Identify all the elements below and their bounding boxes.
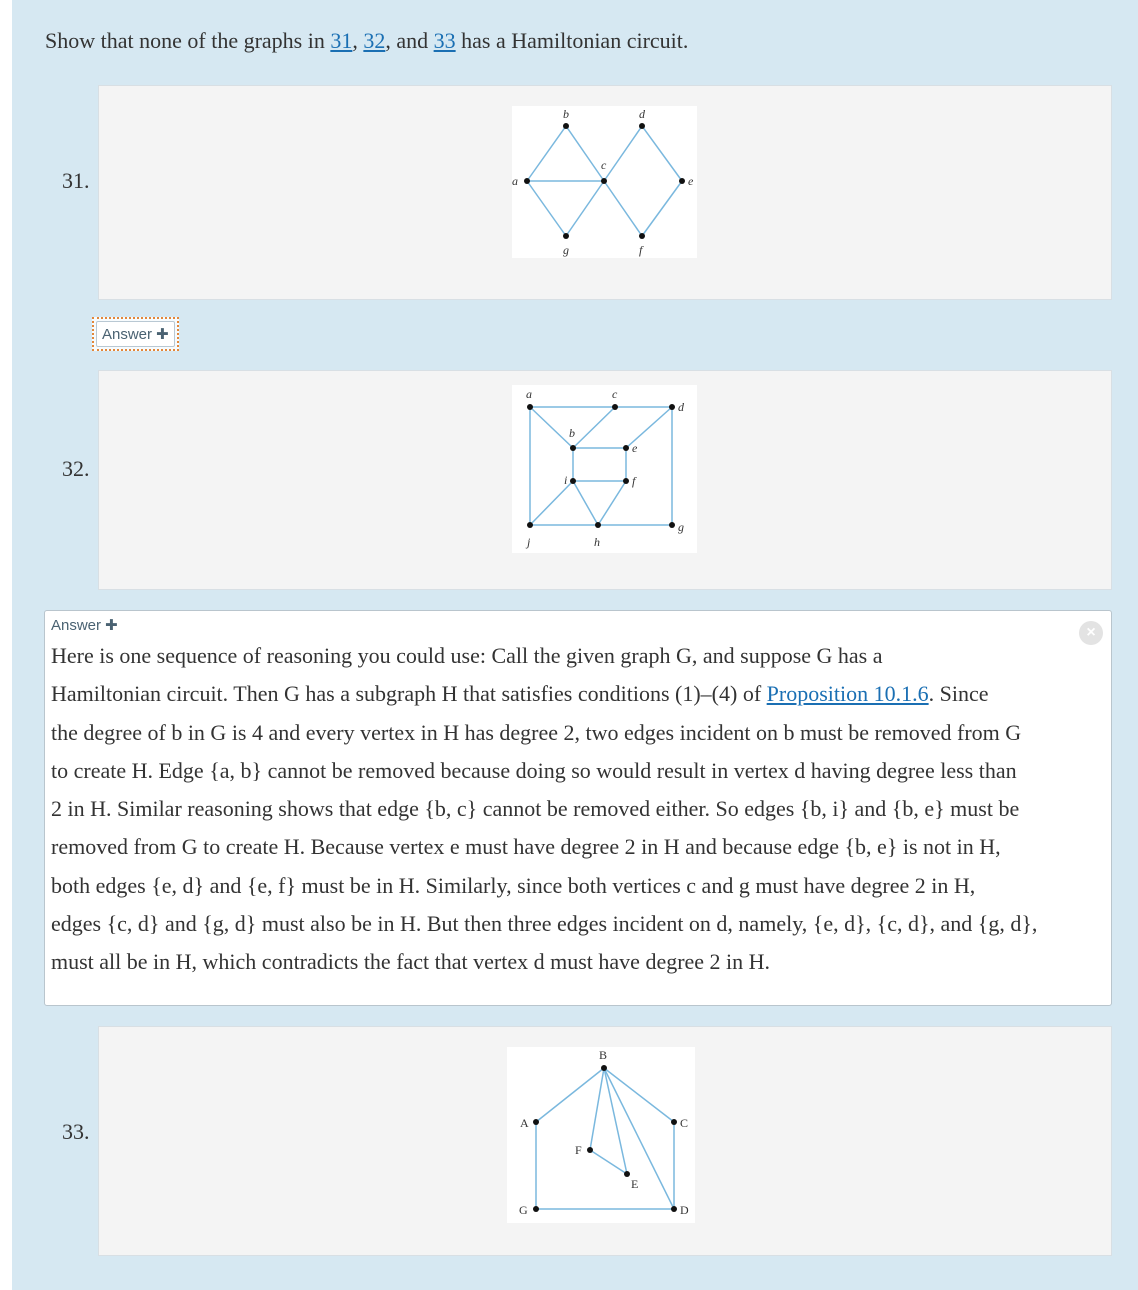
vertex-G <box>533 1206 539 1212</box>
label-G: G <box>519 1203 528 1217</box>
edge-A-B <box>536 1068 604 1122</box>
label-D: D <box>680 1203 689 1217</box>
graph-33-svg <box>507 1047 695 1223</box>
label-j: j <box>527 535 531 549</box>
label-C: C <box>680 1116 689 1130</box>
answer-line: Here is one sequence of reasoning you could use: Call the given graph G, and suppose G has a <box>51 643 883 668</box>
vertex-e <box>679 178 685 184</box>
label-B: B <box>599 1048 608 1062</box>
intro-sep: , <box>352 28 364 53</box>
vertex-D <box>671 1206 677 1212</box>
label-i: i <box>564 473 568 487</box>
vertex-b <box>563 123 569 129</box>
answer-line: the degree of b in G is 4 and every vertex in H has degree 2, two edges incident on b must be removed from G <box>51 719 1022 745</box>
vertex-h <box>595 522 601 528</box>
edge-c-f <box>604 181 642 236</box>
label-a: a <box>526 387 532 401</box>
vertex-d <box>639 123 645 129</box>
answer-line: edges {c, d} and {g, d} must also be in H. But then three edges incident on d, namely, {e, d}, {c, d}, and {g, d}, <box>51 911 1038 937</box>
label-h: h <box>594 535 600 549</box>
intro-sep: , and <box>385 28 434 53</box>
label-b: b <box>569 426 575 440</box>
edge-f-e <box>642 181 682 236</box>
answer-line <box>51 675 1103 713</box>
edge-a-g <box>527 181 566 236</box>
answer-panel <box>44 610 1112 1006</box>
figure-box-31 <box>98 85 1112 300</box>
label-d: d <box>678 400 684 414</box>
answer-toggle-31[interactable] <box>92 317 179 351</box>
edge-d-e <box>642 126 682 181</box>
edge-a-b <box>530 407 573 448</box>
answer-line-text: Hamiltonian circuit. Then G has a subgraph H that satisfies conditions (1)–(4) of <box>51 681 762 707</box>
label-f: f <box>632 474 636 488</box>
vertex-j <box>527 522 533 528</box>
link-32[interactable]: 32 <box>363 28 386 53</box>
edge-c-b <box>573 407 615 448</box>
vertex-a <box>527 404 533 410</box>
answer-button-label[interactable]: Answer ✚ <box>96 321 175 347</box>
answer-text <box>51 637 1103 982</box>
vertex-B <box>601 1065 607 1071</box>
graph-32 <box>512 385 697 553</box>
edge-i-j <box>530 481 573 525</box>
label-g: g <box>678 520 684 534</box>
edge-i-h <box>573 481 598 525</box>
figure-box-33 <box>98 1026 1112 1256</box>
vertex-c <box>601 178 607 184</box>
vertex-g <box>563 233 569 239</box>
vertex-d <box>669 404 675 410</box>
answer-line-text: . Since <box>928 681 989 707</box>
graph-31 <box>512 106 697 258</box>
intro-text: Show that none of the graphs in <box>45 28 331 53</box>
edge-c-d <box>604 126 642 181</box>
label-g: g <box>563 243 569 257</box>
vertex-g <box>669 522 675 528</box>
answer-line: both edges {e, d} and {e, f} must be in H. Similarly, since both vertices c and g must have degree 2 in H, <box>51 872 976 898</box>
label-f: f <box>639 243 643 257</box>
answer-line: removed from G to create H. Because vertex e must have degree 2 in H and because edge {b, e} is not in H, <box>51 834 1001 860</box>
label-F: F <box>575 1143 582 1157</box>
label-a: a <box>512 174 518 188</box>
proposition-link[interactable]: Proposition 10.1.6 <box>766 681 929 707</box>
problem-number-32: 32. <box>62 456 90 481</box>
edge-f-h <box>598 481 626 525</box>
label-b: b <box>563 107 569 121</box>
link-33[interactable]: 33 <box>433 28 456 53</box>
problem-number-33: 33. <box>62 1119 90 1144</box>
edge-b-c <box>566 126 604 181</box>
edge-F-E <box>590 1150 627 1174</box>
intro-text: has a Hamiltonian circuit. <box>455 28 689 53</box>
problem-statement <box>45 28 688 54</box>
answer-line: to create H. Edge {a, b} cannot be removed because doing so would result in vertex d having degree less than <box>51 757 1017 783</box>
edge-a-b <box>527 126 566 181</box>
vertex-b <box>570 445 576 451</box>
edge-B-F <box>590 1068 604 1150</box>
vertex-f <box>623 478 629 484</box>
label-d: d <box>639 107 645 121</box>
problem-number-31: 31. <box>62 168 90 193</box>
close-icon[interactable]: × <box>1079 621 1103 645</box>
vertex-A <box>533 1119 539 1125</box>
vertex-E <box>624 1171 630 1177</box>
figure-box-32 <box>98 370 1112 590</box>
vertex-F <box>587 1147 593 1153</box>
vertex-C <box>671 1119 677 1125</box>
graph-31-svg <box>512 106 697 258</box>
answer-line: must all be in H, which contradicts the fact that vertex d must have degree 2 in H. <box>51 949 771 975</box>
graph-32-svg <box>512 385 697 553</box>
vertex-f <box>639 233 645 239</box>
label-e: e <box>688 174 694 188</box>
label-c: c <box>601 158 607 172</box>
label-e: e <box>632 441 638 455</box>
graph-33 <box>507 1047 695 1223</box>
vertex-c <box>612 404 618 410</box>
vertex-e <box>623 445 629 451</box>
edge-B-D <box>604 1068 674 1209</box>
answer-label[interactable]: Answer ✚ <box>51 617 118 634</box>
vertex-a <box>524 178 530 184</box>
answer-line: 2 in H. Similar reasoning shows that edge {b, c} cannot be removed either. So edges {b, i} and {b, e} must be <box>51 796 1020 822</box>
label-E: E <box>631 1177 639 1191</box>
edge-g-c <box>566 181 604 236</box>
link-31[interactable]: 31 <box>330 28 353 53</box>
label-A: A <box>520 1116 529 1130</box>
label-c: c <box>612 387 618 401</box>
vertex-i <box>570 478 576 484</box>
